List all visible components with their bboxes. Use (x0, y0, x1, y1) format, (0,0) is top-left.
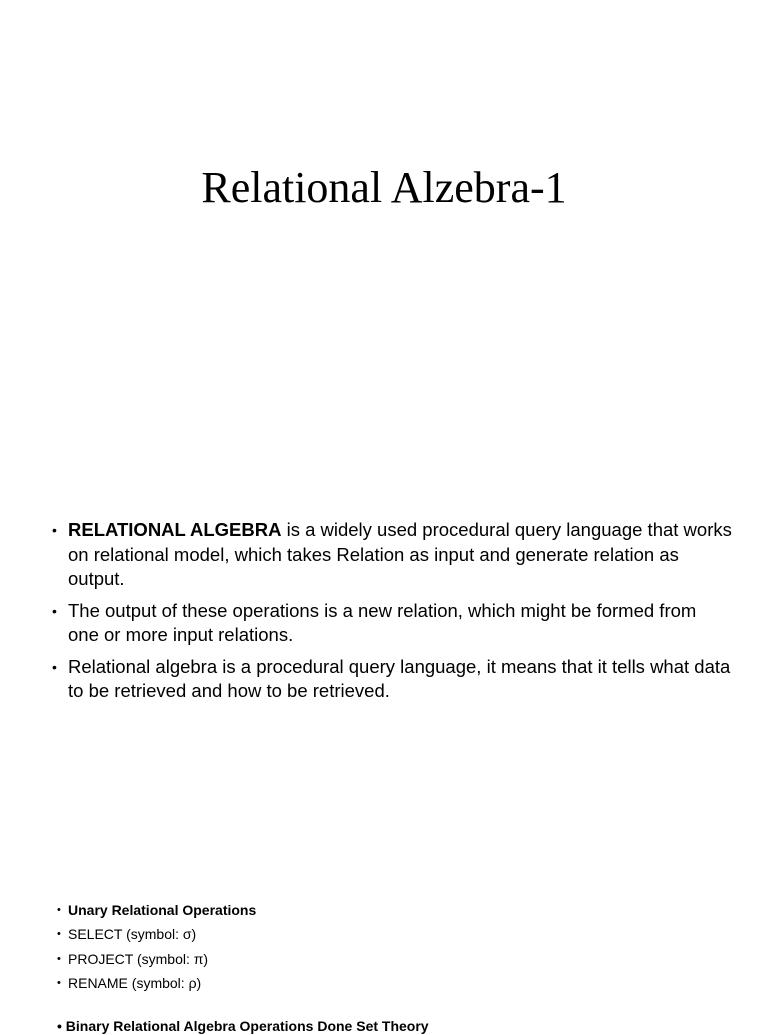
bullet-item (52, 518, 732, 592)
bullet-item (52, 599, 732, 648)
bullet-dot: • (57, 1018, 62, 1034)
bullet-dot: • (52, 658, 57, 675)
unary-item (57, 922, 737, 946)
bullet-dot: • (57, 976, 61, 989)
unary-item-text: RENAME (symbol: ρ) (68, 974, 202, 991)
unary-operations-list (57, 898, 737, 995)
bullet-text: The output of these operations is a new relation, which might be formed from one or more input relations. (68, 599, 697, 645)
unary-item (57, 947, 737, 971)
bullet-dot: • (52, 602, 57, 619)
unary-heading: Unary Relational Operations (68, 902, 257, 918)
bullet-text: is a widely used procedural query language that works on relational model, which takes Relation as input and generate relation as output. (68, 519, 732, 589)
bullet-dot: • (57, 928, 61, 941)
bullet-text: Relational algebra is a procedural query language, it means that it tells what data to be retrieved and how to be retrieved. (68, 655, 731, 701)
unary-item-text: SELECT (symbol: σ) (68, 926, 197, 943)
unary-item-text: PROJECT (symbol: π) (68, 950, 209, 967)
unary-item (57, 971, 737, 995)
main-bullet-list (52, 518, 732, 711)
bullet-item (52, 655, 732, 704)
bullet-bold-term: RELATIONAL ALGEBRA (68, 519, 282, 540)
bullet-dot: • (57, 904, 61, 916)
unary-heading-item (57, 898, 737, 922)
partial-heading-text: Binary Relational Algebra Operations Done Set Theory (65, 1018, 429, 1034)
bullet-dot: • (57, 952, 61, 965)
slide-title: Relational Alzebra-1 (201, 163, 567, 212)
partial-heading-line (57, 1017, 429, 1035)
bullet-dot: • (52, 522, 57, 538)
